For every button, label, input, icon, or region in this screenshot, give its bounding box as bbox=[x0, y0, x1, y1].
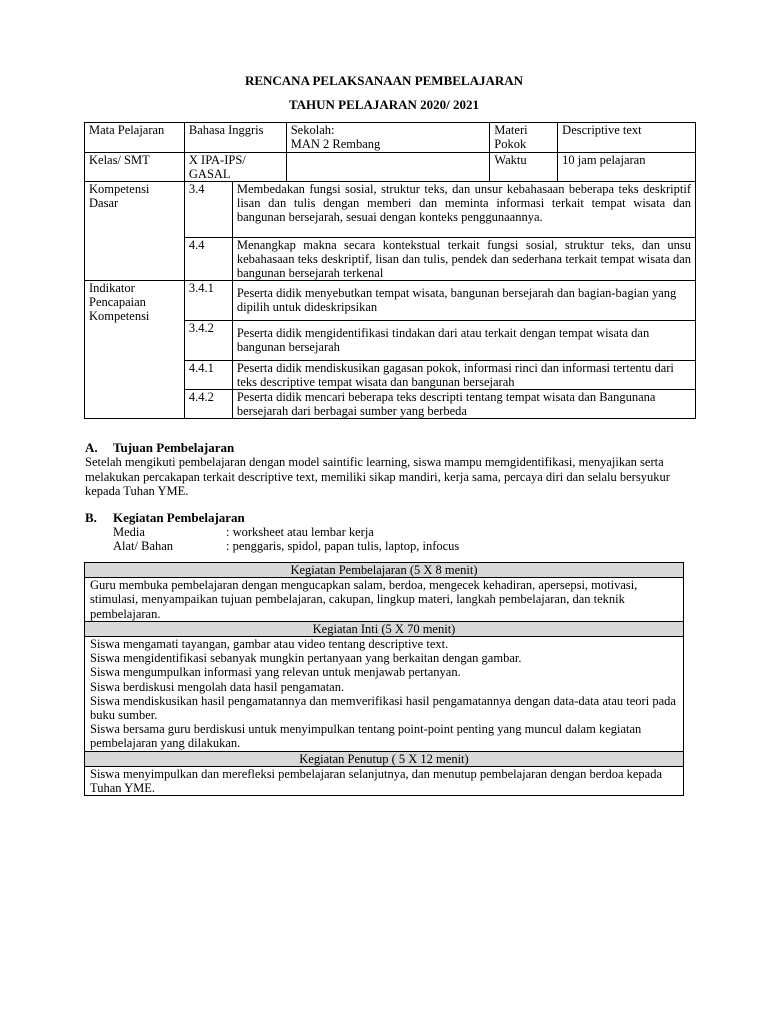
kd-label: Kompetensi Dasar bbox=[85, 182, 185, 281]
ipk-text: Peserta didik menyebutkan tempat wisata, bangunan bersejarah dan bagian-bagian yang dipilih untuk dideskripsikan bbox=[232, 281, 695, 321]
pendahuluan-header: Kegiatan Pembelajaran (5 X 8 menit) bbox=[85, 563, 684, 578]
penutup-header: Kegiatan Penutup ( 5 X 12 menit) bbox=[85, 751, 684, 766]
sekolah-cell bbox=[286, 123, 490, 153]
kelas-label: Kelas/ SMT bbox=[85, 153, 185, 182]
section-a-heading bbox=[85, 440, 234, 456]
mata-pelajaran-label: Mata Pelajaran bbox=[85, 123, 185, 153]
inti-item: Siswa mengumpulkan informasi yang relevan untuk menjawab pertanyan. bbox=[90, 665, 461, 680]
doc-subtitle: TAHUN PELAJARAN 2020/ 2021 bbox=[288, 97, 480, 112]
section-b-heading bbox=[85, 510, 245, 526]
section-a-title: Tujuan Pembelajaran bbox=[113, 440, 235, 455]
kd-text: Menangkap makna secara kontekstual terkait fungsi sosial, struktur teks, dan unsu kebahasaan teks deskriptif, lisan dan tulis, pendek dan sederhana terkait tempat wisata dan bangunan bersejarah terkenal bbox=[232, 238, 695, 281]
inti-item: Siswa mengamati tayangan, gambar atau video tentang descriptive text. bbox=[90, 637, 449, 652]
ipk-text: Peserta didik mengidentifikasi tindakan dari atau terkait dengan tempat wisata dan bangunan bersejarah bbox=[232, 321, 695, 361]
materi-pokok-value: Descriptive text bbox=[558, 123, 696, 153]
section-a-text: Setelah mengikuti pembelajaran dengan model saintific learning, siswa mampu memgidentifikasi, menyajikan serta melakukan percakapan terkait descriptive text, memiliki sikap mandiri, kerja sama, percaya diri dan selalu bersyukur kepada Tuhan YME. bbox=[85, 455, 670, 498]
inti-header: Kegiatan Inti (5 X 70 menit) bbox=[85, 621, 684, 636]
kd-code: 3.4 bbox=[184, 182, 232, 238]
inti-item: Siswa mendiskusikan hasil pengamatannya dan memverifikasi hasil pengamatannya dengan data-data atau teori pada buku sumber. bbox=[90, 693, 676, 723]
inti-item: Siswa bersama guru berdiskusi untuk menyimpulkan tentang point-point penting yang muncul dalam kegiatan pembelajaran yang dilakukan. bbox=[90, 722, 642, 751]
sekolah-value: MAN 2 Rembang bbox=[290, 137, 381, 151]
alat-row bbox=[113, 539, 459, 554]
media-label: Media bbox=[113, 525, 145, 539]
pendahuluan-text: Guru membuka pembelajaran dengan mengucapkan salam, berdoa, mengecek kehadiran, apersepsi, motivasi, stimulasi, menyampaikan tujuan pembelajaran, cakupan, lingkup materi, langkah pembelajaran, dan teknik pembelajaran. bbox=[85, 578, 684, 622]
section-a-letter: A. bbox=[85, 440, 98, 455]
doc-title: RENCANA PELAKSANAAN PEMBELAJARAN bbox=[244, 73, 524, 88]
media-row bbox=[113, 525, 374, 540]
activities-table bbox=[84, 562, 684, 796]
materi-pokok-label: Materi Pokok bbox=[490, 123, 558, 153]
waktu-label: Waktu bbox=[490, 153, 558, 182]
alat-label: Alat/ Bahan bbox=[113, 539, 174, 553]
kd-text: Membedakan fungsi sosial, struktur teks, dan unsur kebahasaan beberapa teks deskriptif lisan dan tulis dengan memberi dan meminta informasi terkait tempat wisata dan bangunan bersejarah, sesuai dengan konteks penggunaannya. bbox=[232, 182, 695, 238]
penutup-text: Siswa menyimpulkan dan merefleksi pembelajaran selanjutnya, dan menutup pembelajaran dengan berdoa kepada Tuhan YME. bbox=[85, 766, 684, 795]
inti-list bbox=[85, 637, 684, 752]
ipk-code: 4.4.2 bbox=[184, 390, 232, 419]
kd-code: 4.4 bbox=[184, 238, 232, 281]
section-b-title: Kegiatan Pembelajaran bbox=[113, 510, 245, 525]
inti-item: Siswa berdiskusi mengolah data hasil pengamatan. bbox=[90, 679, 345, 694]
sekolah-label: Sekolah: bbox=[290, 123, 335, 137]
media-value: : worksheet atau lembar kerja bbox=[226, 525, 374, 539]
inti-item: Siswa mengidentifikasi sebanyak mungkin pertanyaan yang berkaitan dengan gambar. bbox=[90, 651, 522, 666]
section-b-letter: B. bbox=[85, 510, 97, 525]
alat-value: : penggaris, spidol, papan tulis, laptop, infocus bbox=[226, 539, 460, 553]
ipk-text: Peserta didik mencari beberapa teks descripti tentang tempat wisata dan Bangunana bersejarah dari berbagai sumber yang berbeda bbox=[232, 390, 695, 419]
mata-pelajaran-value: Bahasa Inggris bbox=[184, 123, 286, 153]
empty-cell bbox=[286, 153, 490, 182]
ipk-code: 3.4.2 bbox=[184, 321, 232, 361]
ipk-text: Peserta didik mendiskusikan gagasan pokok, informasi rinci dan informasi tertentu dari teks descriptive tempat wisata dan bangunan bersejarah bbox=[232, 361, 695, 390]
waktu-value: 10 jam pelajaran bbox=[558, 153, 696, 182]
kelas-value: X IPA-IPS/ GASAL bbox=[184, 153, 286, 182]
info-table bbox=[84, 122, 696, 419]
ipk-code: 4.4.1 bbox=[184, 361, 232, 390]
ipk-code: 3.4.1 bbox=[184, 281, 232, 321]
ipk-label: Indikator Pencapaian Kompetensi bbox=[85, 281, 185, 419]
